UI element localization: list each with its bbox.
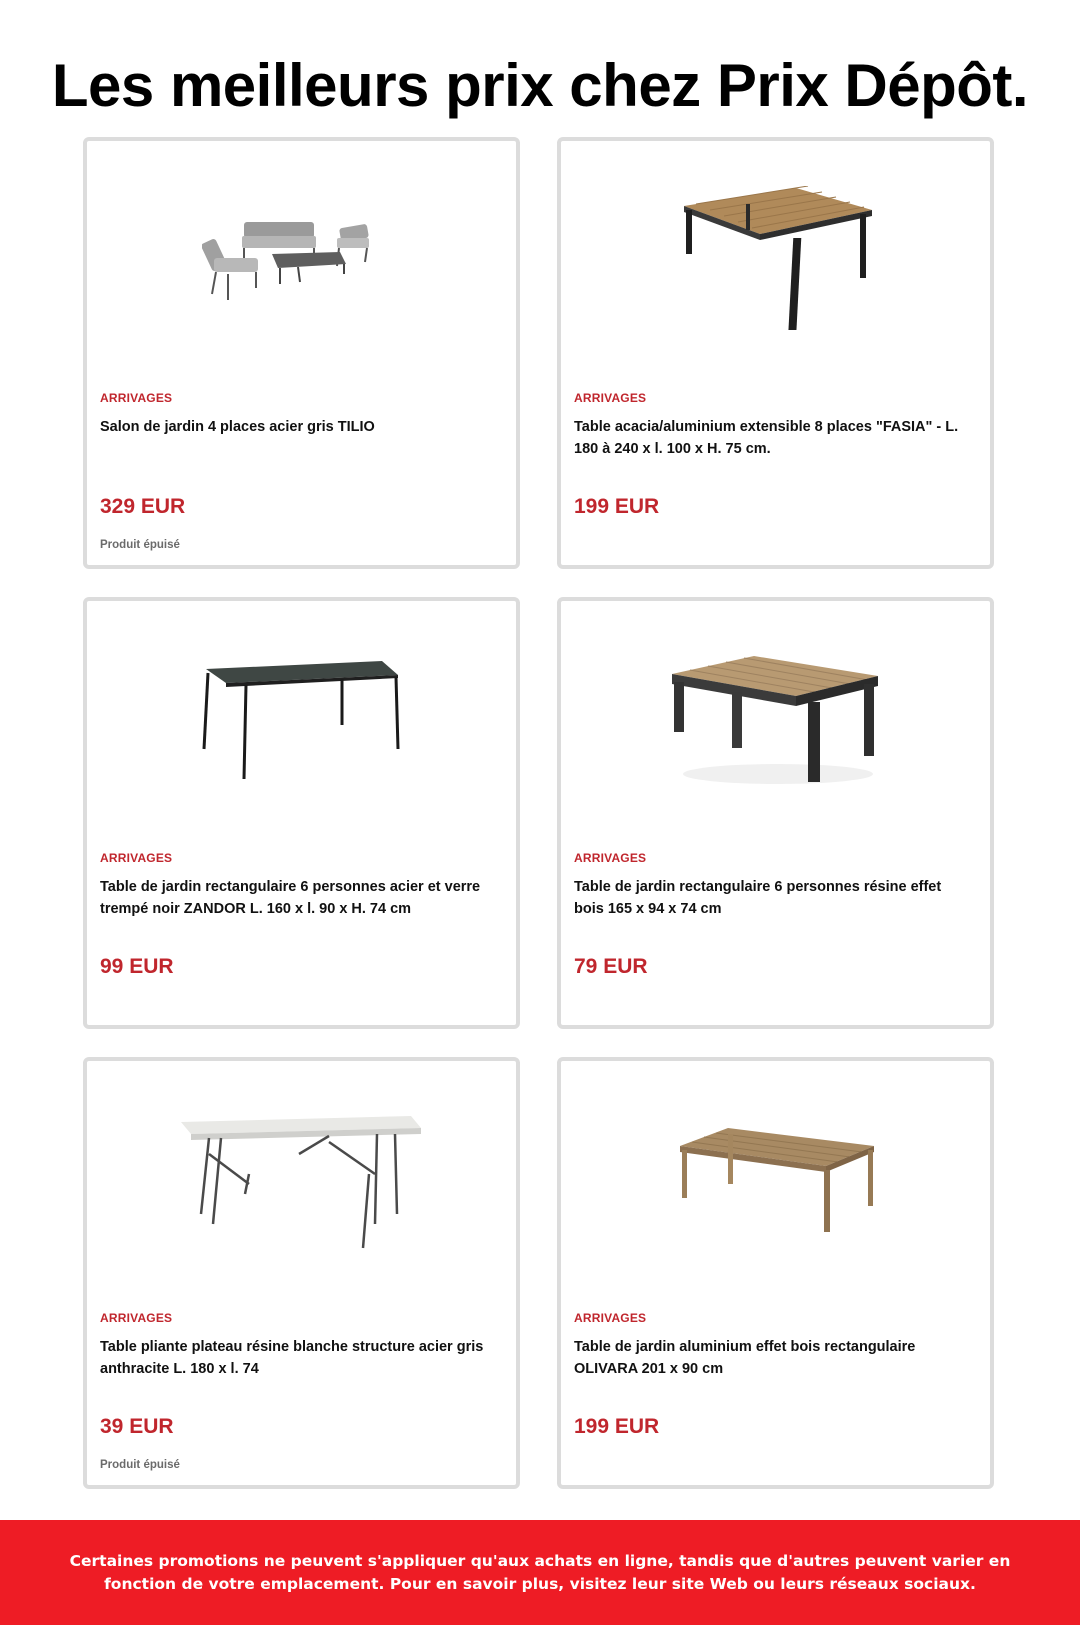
product-category: ARRIVAGES [100,1311,173,1325]
glass-table-icon [202,659,402,784]
page-title: Les meilleurs prix chez Prix Dépôt. [51,52,1029,119]
product-name[interactable]: Table de jardin rectangulaire 6 personnes acier et verre trempé noir ZANDOR L. 160 x l. 90 x H. 74 cm [100,879,481,917]
product-price: 39 EUR [100,1415,174,1438]
product-card[interactable] [83,1057,520,1489]
product-image[interactable] [561,141,990,381]
product-price: 99 EUR [100,955,174,978]
product-image[interactable] [87,141,516,381]
product-name[interactable]: Table de jardin rectangulaire 6 personnes résine effet bois 165 x 94 x 74 cm [574,879,942,917]
wood-table-icon [676,186,876,336]
product-category: ARRIVAGES [574,1311,647,1325]
product-grid [83,137,997,1489]
product-card[interactable] [557,137,994,569]
product-name[interactable]: Table acacia/aluminium extensible 8 places "FASIA" - L. 180 à 240 x l. 100 x H. 75 cm. [574,419,959,457]
product-name[interactable]: Table de jardin aluminium effet bois rectangulaire OLIVARA 201 x 90 cm [574,1339,916,1377]
product-price: 199 EUR [574,1415,660,1438]
garden-lounge-set-icon [202,214,402,309]
product-price: 199 EUR [574,495,660,518]
product-category: ARRIVAGES [574,391,647,405]
product-price: 79 EUR [574,955,648,978]
product-card[interactable] [557,597,994,1029]
product-image[interactable] [561,1061,990,1301]
stock-status: Produit épuisé [100,539,180,551]
product-card[interactable] [83,597,520,1029]
product-image[interactable] [561,601,990,841]
footer-banner [0,1520,1080,1625]
stock-status: Produit épuisé [100,1459,180,1471]
product-category: ARRIVAGES [574,851,647,865]
product-category: ARRIVAGES [100,391,173,405]
product-category: ARRIVAGES [100,851,173,865]
product-name[interactable]: Table pliante plateau résine blanche structure acier gris anthracite L. 180 x l. 74 [100,1339,484,1377]
product-image[interactable] [87,1061,516,1301]
footer-notice: Certaines promotions ne peuvent s'appliquer qu'aux achats en ligne, tandis que d'autres peuvent varier en fonction de votre emplacement. Pour en savoir plus, visitez leur site Web ou leurs réseaux sociaux. [69,1551,1011,1593]
product-price: 329 EUR [100,495,186,518]
product-image[interactable] [87,601,516,841]
product-name[interactable]: Salon de jardin 4 places acier gris TILIO [100,419,375,435]
aluminium-wood-table-icon [676,1126,876,1236]
product-card[interactable] [557,1057,994,1489]
resin-table-icon [668,654,883,789]
product-card[interactable] [83,137,520,569]
folding-table-icon [179,1114,424,1249]
